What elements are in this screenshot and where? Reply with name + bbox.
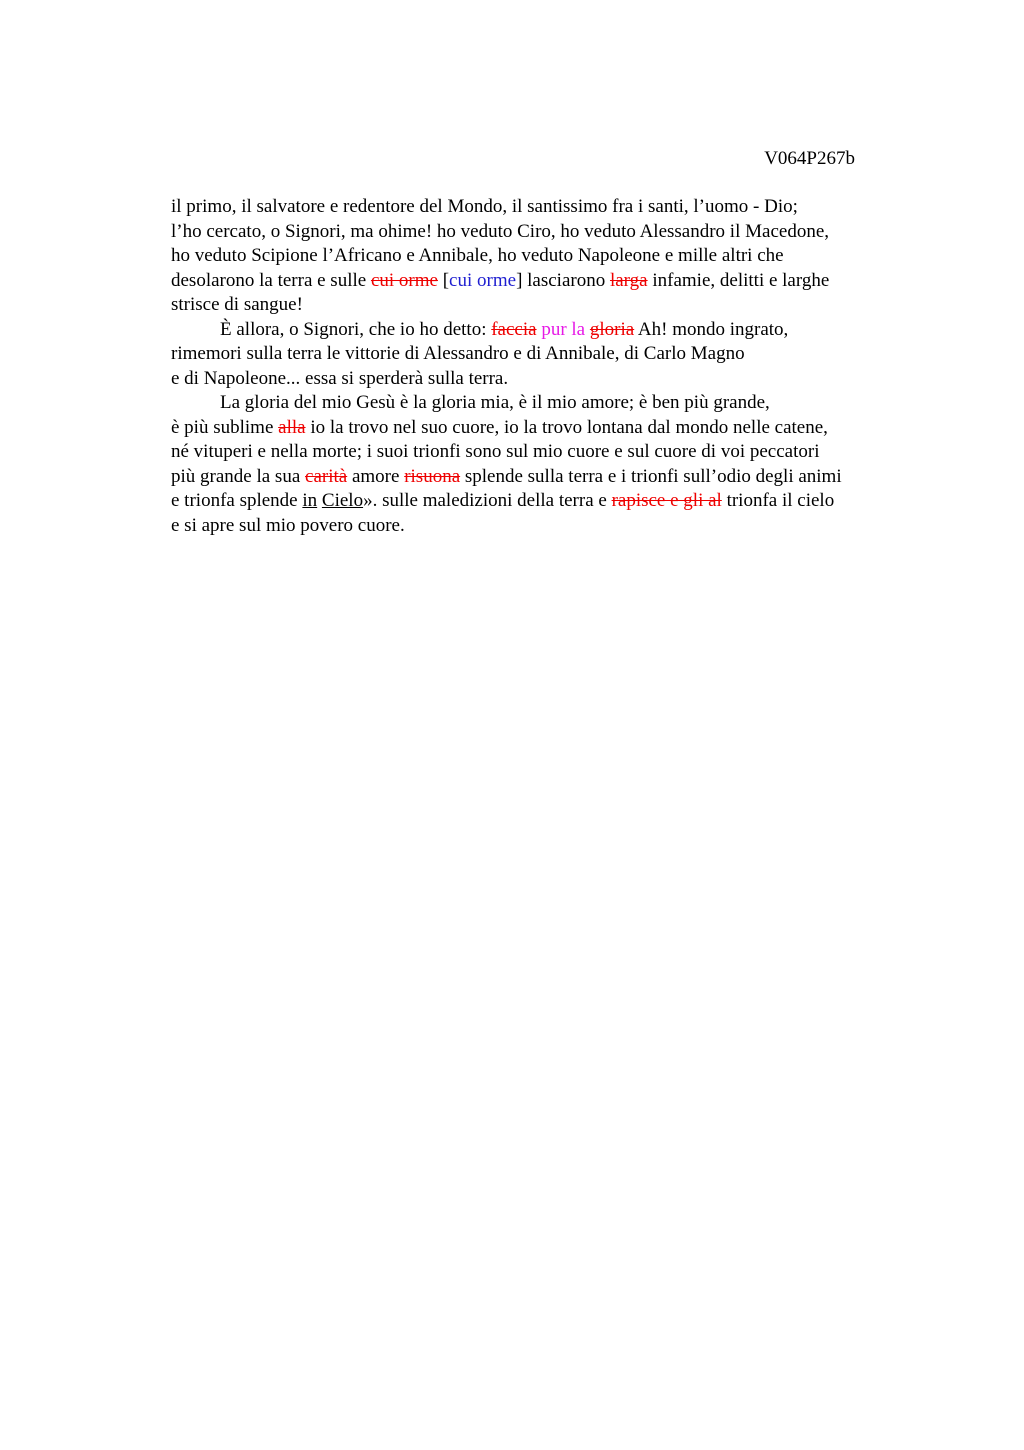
text-segment: l’ho cercato, o Signori, ma ohime! ho veduto Ciro, ho veduto Alessandro il Macedone, (171, 220, 829, 242)
text-line (171, 244, 931, 269)
text-line (171, 293, 931, 318)
text-segment: più grande la sua (171, 465, 306, 487)
deleted-text: larga (609, 269, 648, 291)
text-segment: il primo, il salvatore e redentore del Mondo, il santissimo fra i santi, l’uomo - Dio; (171, 196, 798, 217)
text-segment: ». sulle maledizioni della terra e (363, 490, 612, 511)
text-segment: [ (437, 269, 450, 291)
underlined-text: Cielo (321, 490, 364, 511)
text-segment: rimemori sulla terra le vittorie di Alessandro e di Annibale, di Carlo Magno (171, 343, 745, 364)
deleted-text: risuona (404, 465, 461, 487)
deleted-text: rapisce e gli al (611, 490, 722, 511)
text-segment: desolarono la terra e sulle (171, 269, 371, 291)
text-segment: io la trovo nel suo cuore, io la trovo lontana dal mondo nelle catene, (305, 416, 828, 438)
underlined-text: in (302, 490, 318, 511)
deleted-text: cui orme (370, 269, 438, 291)
text-line (171, 342, 931, 367)
deleted-text: faccia (491, 318, 537, 340)
text-line (171, 220, 931, 245)
text-line (171, 269, 931, 294)
text-segment: splende sulla terra e i trionfi sull’odio degli animi (460, 465, 842, 487)
text-segment: né vituperi e nella morte; i suoi trionfi sono sul mio cuore e sul cuore di voi peccatori (171, 441, 820, 462)
paragraph-start-line (171, 391, 931, 416)
text-segment: infamie, delitti e larghe (647, 269, 830, 291)
added-text: pur la (541, 318, 586, 340)
text-segment: È allora, o Signori, che io ho detto: (220, 318, 492, 340)
deleted-text: carità (305, 465, 348, 487)
text-segment: e si apre sul mio povero cuore. (171, 514, 405, 536)
text-segment: è più sublime (171, 416, 279, 438)
text-segment: e di Napoleone... essa si sperderà sulla terra. (171, 367, 509, 389)
text-segment: ho veduto Scipione l’Africano e Annibale, ho veduto Napoleone e mille altri che (171, 245, 784, 266)
paragraph-start-line (171, 318, 931, 343)
text-segment: La gloria del mio Gesù è la gloria mia, è il mio amore; è ben più grande, (220, 392, 770, 413)
text-segment: Ah! mondo ingrato, (634, 318, 789, 340)
editorial-insertion: cui orme (449, 269, 517, 291)
page-identifier: V064P267b (764, 148, 855, 169)
text-line (171, 195, 931, 220)
deleted-text: alla (278, 416, 306, 438)
text-segment: trionfa il cielo (721, 490, 835, 511)
deleted-text: gloria (589, 318, 635, 340)
text-segment: ] lasciarono (516, 269, 610, 291)
text-line (171, 440, 931, 465)
text-line (171, 489, 931, 514)
text-segment: amore (347, 465, 405, 487)
text-line (171, 465, 931, 490)
transcription-body (171, 195, 931, 538)
text-line (171, 416, 931, 441)
text-segment: strisce di sangue! (171, 294, 303, 315)
text-line (171, 367, 931, 392)
text-line (171, 514, 931, 539)
text-segment: e trionfa splende (171, 490, 303, 511)
